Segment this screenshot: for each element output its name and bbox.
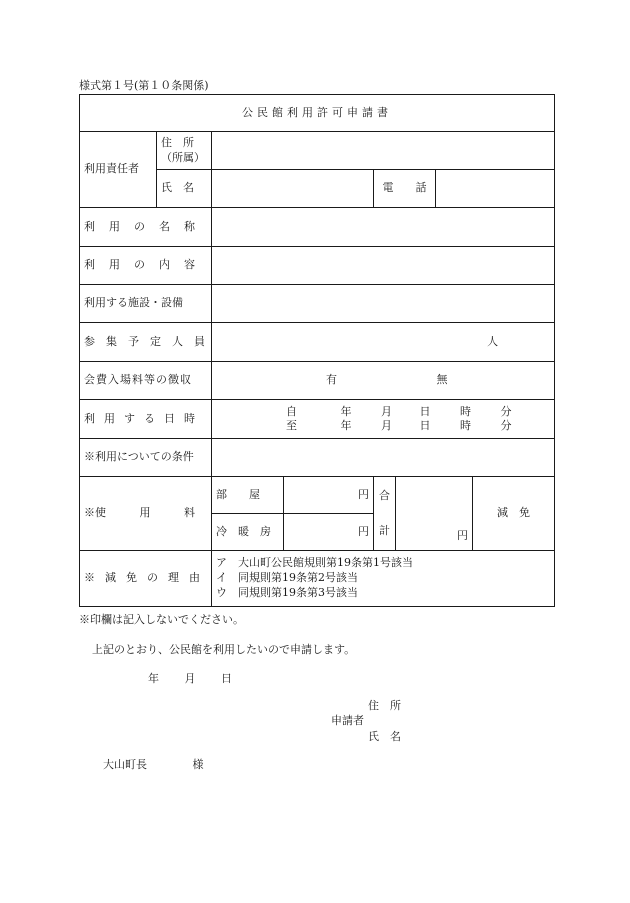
facility-label: 利用する施設・設備 [80, 285, 212, 323]
exemption-label: 減 免 [473, 477, 555, 551]
date-month: 月 [184, 672, 196, 685]
name-field[interactable] [212, 170, 374, 208]
room-yen: 円 [358, 487, 369, 501]
heating-label: 冷 暖 房 [212, 514, 284, 551]
attendance-text: 参集予定人員 [84, 334, 216, 348]
usage-fee-c: 料 [184, 506, 195, 520]
date-day: 日 [221, 672, 232, 685]
to-hour: 時 [460, 419, 471, 432]
exemption-reason-list [212, 551, 555, 607]
from-hour: 時 [460, 404, 471, 418]
address-field[interactable] [212, 132, 555, 170]
fee-no-option[interactable]: 無 [436, 373, 448, 387]
exemption-reason-item[interactable]: ア 大山町公民館規則第19条第1号該当 [216, 556, 413, 570]
exemption-reason-text: ※減免の理由 [84, 571, 210, 585]
phone-field[interactable] [436, 170, 555, 208]
heating-fee-field[interactable] [284, 514, 374, 551]
facility-field[interactable] [212, 285, 555, 323]
usage-fee-label [80, 477, 212, 551]
statement: 上記のとおり、公民館を利用したいので申請します。 [92, 643, 356, 656]
fee-text: 会費入場料等の徴収 [84, 373, 192, 387]
recipient [103, 759, 204, 770]
exemption-reason-item[interactable]: イ 同規則第19条第2号該当 [216, 571, 358, 585]
datetime-from-line [216, 405, 550, 419]
attendance-unit: 人 [487, 334, 499, 348]
address-label: 住 所 （所属） [157, 132, 212, 170]
form-title: 公民館利用許可申請書 [80, 95, 555, 132]
fee-label [80, 362, 212, 400]
content-label [80, 247, 212, 285]
applicant-name-label: 氏 名 [368, 730, 401, 743]
datetime-label [80, 400, 212, 439]
from-label: 自 [286, 404, 297, 418]
responsible-label: 利用責任者 [80, 132, 157, 208]
phone-label: 電 話 [374, 170, 436, 208]
applicant-label: 申請者 [331, 714, 364, 727]
note: ※印欄は記入しないでください。 [79, 613, 244, 626]
content-field[interactable] [212, 247, 555, 285]
purpose-name-label [80, 208, 212, 247]
purpose-name-text: 利用の名称 [84, 219, 209, 233]
form-id: 様式第１号(第１０条関係) [79, 79, 209, 92]
room-fee-field[interactable] [284, 477, 374, 514]
honorific: 様 [192, 758, 204, 771]
to-month: 月 [381, 419, 392, 432]
from-year: 年 [340, 404, 352, 418]
purpose-name-field[interactable] [212, 208, 555, 247]
to-year: 年 [340, 419, 352, 432]
exemption-reason-label [80, 551, 212, 607]
datetime-to-line [216, 419, 550, 433]
datetime-field[interactable] [212, 400, 555, 439]
heating-yen: 円 [358, 524, 369, 538]
fee-yes-option[interactable]: 有 [326, 373, 337, 387]
exemption-reason-item[interactable]: ウ 同規則第19条第3号該当 [216, 585, 358, 599]
content-text: 利用の内容 [84, 258, 209, 272]
fee-field[interactable] [212, 362, 555, 400]
from-day: 日 [419, 404, 431, 418]
total-label: 合 計 [374, 477, 396, 551]
to-minute: 分 [500, 419, 512, 432]
date-year: 年 [148, 672, 159, 685]
to-label: 至 [286, 419, 297, 432]
attendance-field[interactable] [212, 323, 555, 362]
application-form [79, 94, 555, 607]
attendance-label [80, 323, 216, 362]
total-yen: 円 [457, 529, 468, 543]
name-label: 氏 名 [157, 170, 212, 208]
usage-fee-b: 用 [139, 506, 151, 520]
applicant-address-label: 住 所 [368, 699, 401, 712]
recipient-name: 大山町長 [103, 758, 147, 771]
usage-fee-a: ※使 [84, 506, 106, 520]
datetime-text: 利用する日時 [84, 411, 204, 425]
to-day: 日 [419, 419, 431, 432]
total-field[interactable] [396, 477, 473, 551]
application-date[interactable] [148, 673, 232, 684]
conditions-field[interactable] [212, 439, 555, 477]
from-month: 月 [381, 404, 392, 418]
room-label: 部 屋 [212, 477, 284, 514]
from-minute: 分 [500, 404, 512, 418]
conditions-label: ※利用についての条件 [80, 439, 212, 477]
